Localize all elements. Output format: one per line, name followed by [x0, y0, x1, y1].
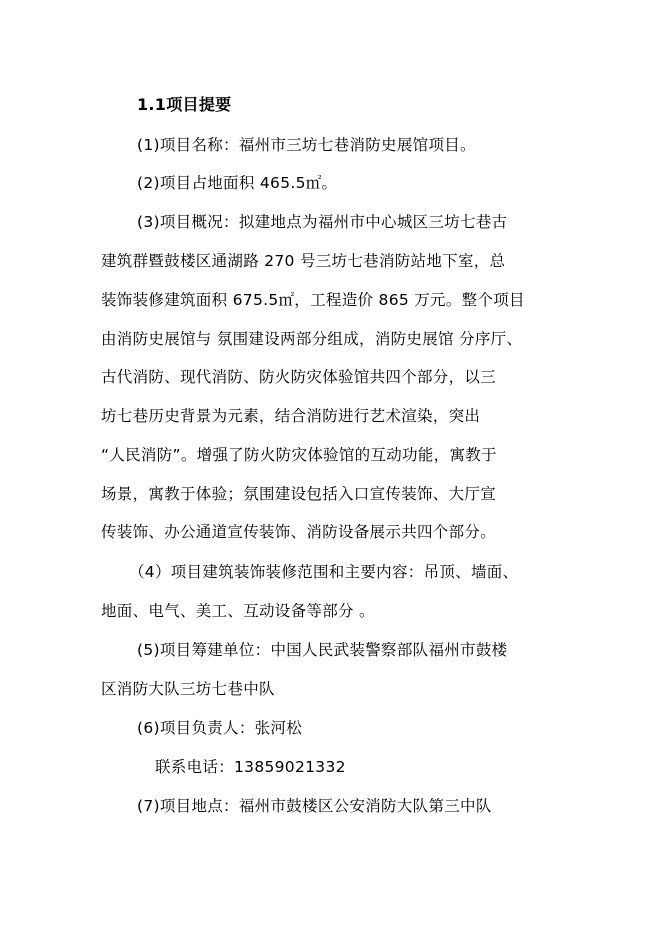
- item-3-overview-line-7: “人民消防”。增强了防火防灾体验馆的互动功能，寓教于: [101, 446, 497, 464]
- item-4-scope-line-1: （4）项目建筑装饰装修范围和主要内容：吊顶、墙面、: [129, 563, 519, 581]
- item-6-responsible-person: (6)项目负责人：张河松: [137, 719, 303, 737]
- item-3-overview-line-3: 装饰装修建筑面积 675.5㎡，工程造价 865 万元。整个项目: [101, 291, 525, 309]
- item-3-overview-line-8: 场景，寓教于体验；氛围建设包括入口宣传装饰、大厅宣: [101, 485, 497, 503]
- item-3-overview-line-4: 由消防史展馆与 氛围建设两部分组成，消防史展馆 分序厅、: [101, 330, 523, 348]
- item-1-project-name: (1)项目名称：福州市三坊七巷消防史展馆项目。: [137, 136, 476, 154]
- contact-phone: 联系电话：13859021332: [155, 758, 346, 776]
- item-3-overview-line-9: 传装饰、办公通道宣传装饰、消防设备展示共四个部分。: [101, 523, 497, 541]
- section-heading: 1.1项目提要: [137, 95, 232, 114]
- item-5-builder-line-2: 区消防大队三坊七巷中队: [101, 680, 275, 698]
- item-7-location: (7)项目地点：福州市鼓楼区公安消防大队第三中队: [137, 797, 492, 815]
- item-3-overview-line-2: 建筑群暨鼓楼区通湖路 270 号三坊七巷消防站地下室，总: [101, 252, 506, 270]
- item-5-builder-line-1: (5)项目筹建单位：中国人民武装警察部队福州市鼓楼: [137, 641, 508, 659]
- item-3-overview-line-6: 坊七巷历史背景为元素，结合消防进行艺术渲染，突出: [101, 407, 481, 425]
- item-2-land-area: (2)项目占地面积 465.5㎡。: [137, 174, 338, 192]
- item-3-overview-line-5: 古代消防、现代消防、防火防灾体验馆共四个部分，以三: [101, 368, 497, 386]
- item-4-scope-line-2: 地面、电气、美工、互动设备等部分 。: [101, 602, 375, 620]
- item-3-overview-line-1: (3)项目概况：拟建地点为福州市中心城区三坊七巷古: [137, 213, 508, 231]
